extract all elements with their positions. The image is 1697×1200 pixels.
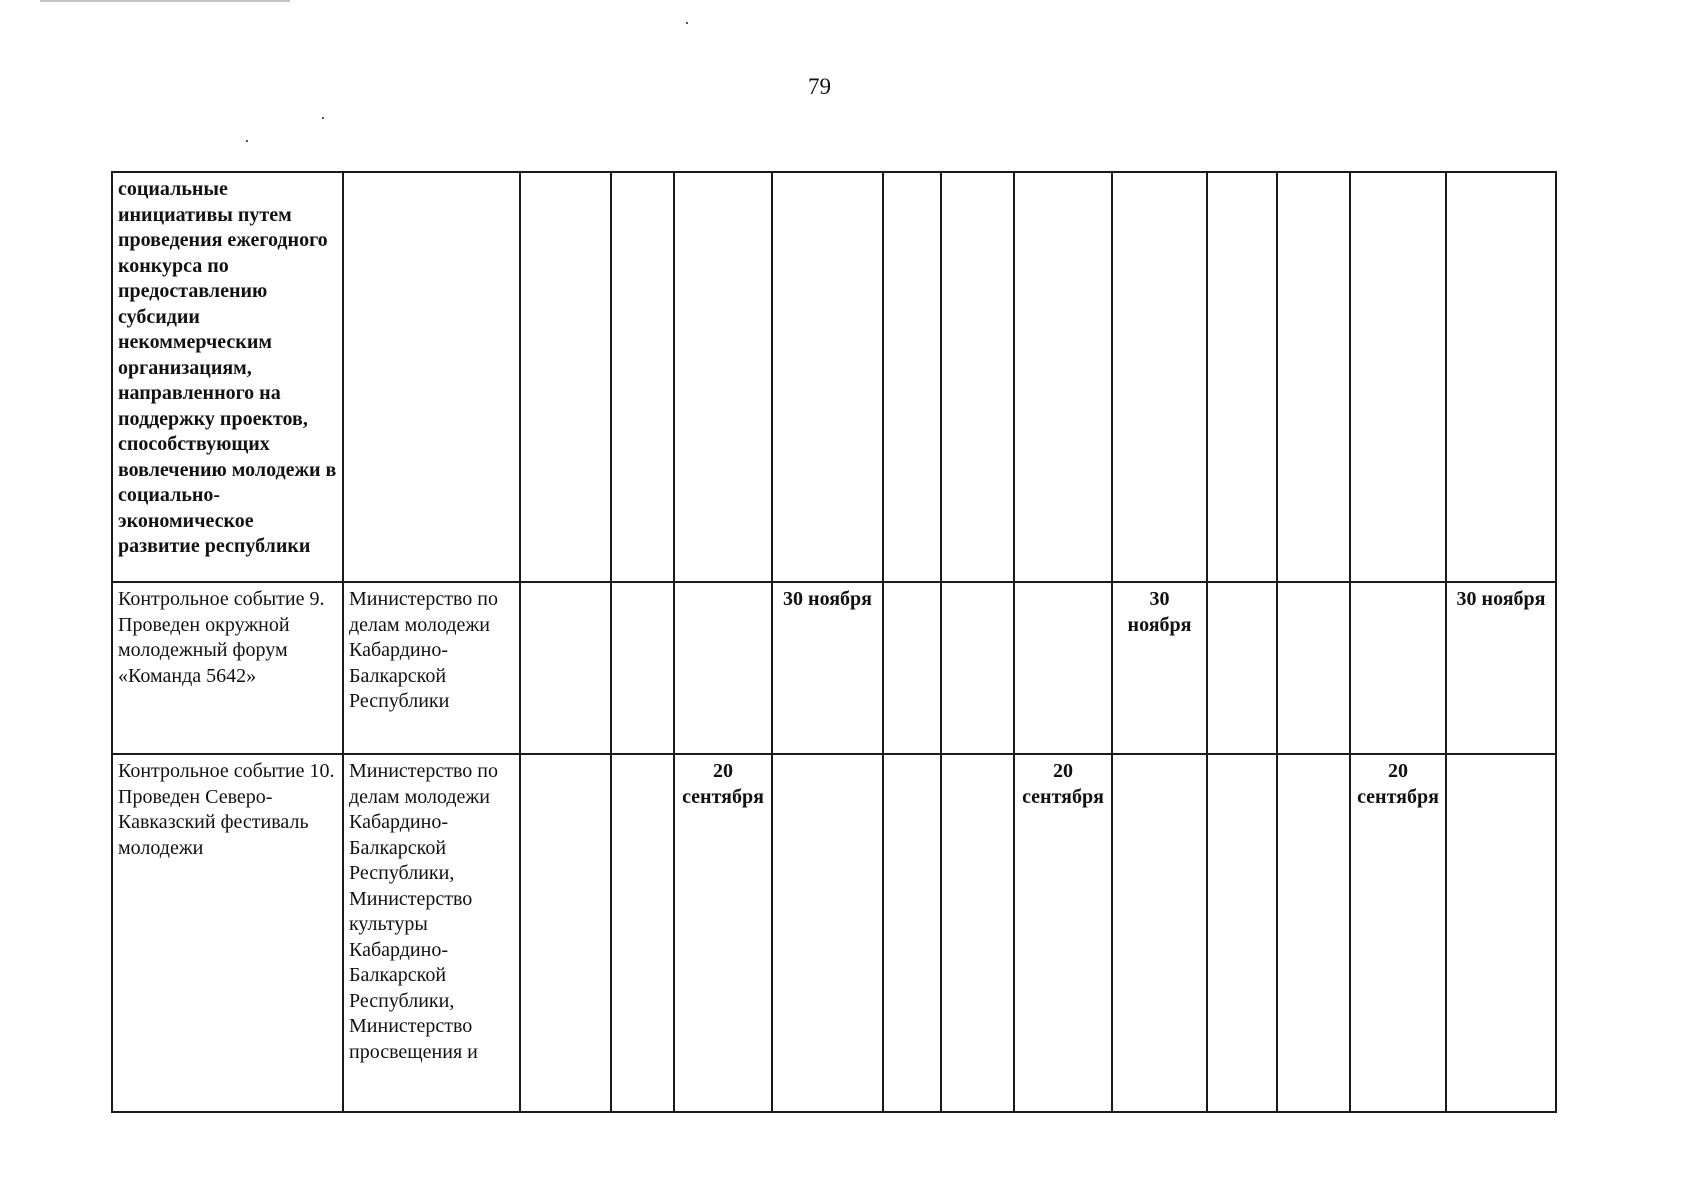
date-cell <box>1277 582 1350 754</box>
responsible-executor: Министерство по делам молодежи Кабардино-Балкарской Республики, Министерство культуры Кабардино-Балкарской Республики, Министерство просвещения и <box>343 754 520 1112</box>
date-cell <box>1446 754 1556 1112</box>
date-cell <box>883 754 941 1112</box>
date-cell <box>941 582 1014 754</box>
scan-artifact <box>686 22 688 24</box>
table-row <box>112 172 1556 582</box>
date-cell: 20 сентября <box>674 754 772 1112</box>
date-cell <box>611 172 674 582</box>
date-cell: 20 сентября <box>1350 754 1446 1112</box>
date-cell: 30 ноября <box>772 582 883 754</box>
date-cell <box>883 172 941 582</box>
date-cell: 30 ноября <box>1112 582 1207 754</box>
date-cell <box>941 172 1014 582</box>
date-cell <box>1112 172 1207 582</box>
table-row <box>112 754 1556 1112</box>
date-cell <box>941 754 1014 1112</box>
date-cell <box>1207 582 1277 754</box>
date-cell <box>520 582 611 754</box>
date-cell <box>520 754 611 1112</box>
date-cell <box>1350 172 1446 582</box>
event-description: Контрольное событие 9. Проведен окружной молодежный форум «Команда 5642» <box>112 582 343 754</box>
date-cell <box>1207 172 1277 582</box>
responsible-executor <box>343 172 520 582</box>
date-cell <box>1112 754 1207 1112</box>
date-cell <box>611 754 674 1112</box>
event-description: социальные инициативы путем проведения ежегодного конкурса по предоставлению субсидии некоммерческим организациям, направленного на поддержку проектов, способствующих вовлечению молодежи в социально-экономическое развитие республики <box>112 172 343 582</box>
date-cell <box>674 582 772 754</box>
date-cell <box>674 172 772 582</box>
scan-artifact <box>246 140 248 142</box>
date-cell: 20 сентября <box>1014 754 1112 1112</box>
date-cell: 30 ноября <box>1446 582 1556 754</box>
date-cell <box>772 172 883 582</box>
responsible-executor: Министерство по делам молодежи Кабардино-Балкарской Республики <box>343 582 520 754</box>
date-cell <box>520 172 611 582</box>
date-cell <box>883 582 941 754</box>
date-cell <box>611 582 674 754</box>
scan-artifact <box>322 117 324 119</box>
date-cell <box>1207 754 1277 1112</box>
date-cell <box>1014 172 1112 582</box>
date-cell <box>1350 582 1446 754</box>
event-description: Контрольное событие 10. Проведен Северо-Кавказский фестиваль молодежи <box>112 754 343 1112</box>
table-row <box>112 582 1556 754</box>
plan-table <box>111 171 1557 1113</box>
date-cell <box>1014 582 1112 754</box>
page-number: 79 <box>808 74 831 99</box>
date-cell <box>1277 172 1350 582</box>
date-cell <box>1277 754 1350 1112</box>
date-cell <box>1446 172 1556 582</box>
scan-artifact <box>40 0 290 2</box>
date-cell <box>772 754 883 1112</box>
